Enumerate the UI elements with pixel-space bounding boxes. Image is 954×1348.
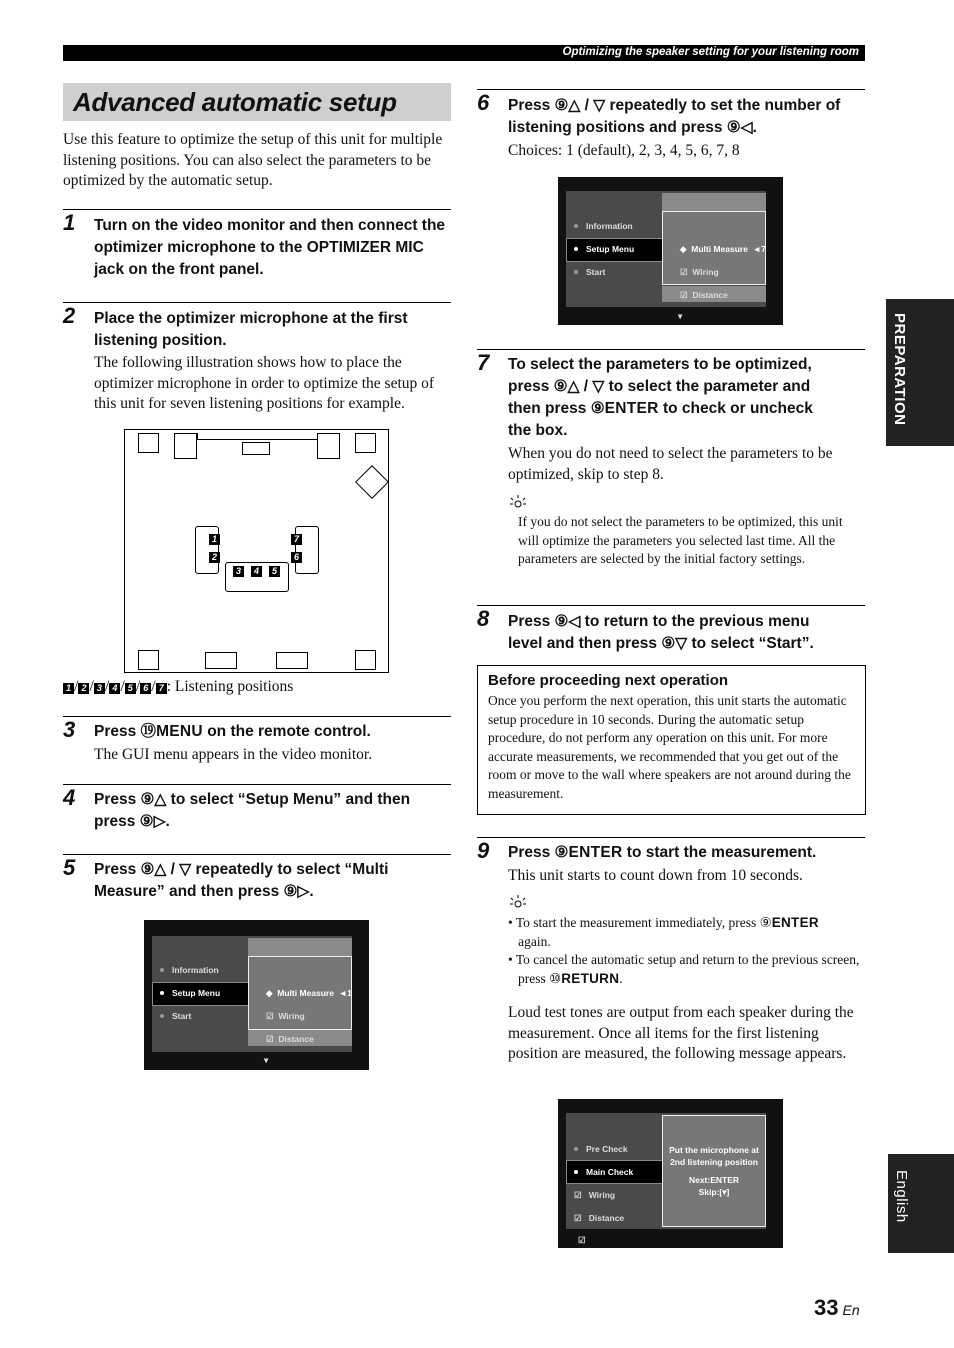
step-7-line-2: press ⑨△ / ▽ to select the parameter and (508, 378, 811, 395)
step-2-rule (63, 302, 451, 303)
step-1-rule (63, 209, 451, 210)
step-2-number: 2 (63, 303, 76, 328)
osd-panel-header (248, 938, 352, 956)
before-proceeding-title: Before proceeding next operation (488, 672, 729, 689)
osd-c-item-wiring: ☑ Wiring (574, 1190, 616, 1200)
tab-english (888, 1154, 954, 1253)
step-9-number: 9 (477, 838, 490, 863)
step-1-heading: Turn on the video monitor and then connect the optimizer microphone to the OPTIMIZER MIC jack on the front panel. (94, 217, 446, 278)
surround-back-right-speaker-icon (276, 652, 308, 669)
front-speaker-icon-right (317, 433, 340, 459)
step-5-line-2: Measure” and then press ⑨▷. (94, 883, 314, 900)
gui-screen-next-position (558, 1099, 783, 1248)
gui-screen-frame (152, 936, 352, 1052)
intro-paragraph: Use this feature to optimize the setup of this unit for multiple listening positions. You can also select the parameters to be optimized by the automatic setup. (63, 131, 443, 189)
osd-item-information: Information (160, 965, 219, 975)
running-header (63, 45, 865, 61)
step-5-number: 5 (63, 855, 76, 880)
osd-b-scroll-down-icon: ▾ (678, 311, 683, 321)
step-8-rule (477, 605, 865, 606)
step-8-heading (508, 611, 865, 655)
position-6-marker: 6 (291, 552, 302, 563)
step-7-number: 7 (477, 350, 490, 375)
step-3-key-number: ⑲ (140, 723, 157, 740)
surround-back-left-speaker-icon (205, 652, 237, 669)
step-3-heading (94, 721, 449, 743)
step-4-number: 4 (63, 785, 76, 810)
step-1-number: 1 (63, 210, 76, 235)
step-7-heading (508, 354, 865, 442)
front-speaker-icon (174, 433, 197, 459)
running-header-title: Optimizing the speaker setting for your listening room (562, 46, 859, 58)
osd-c-item-main-check: Main Check (574, 1167, 633, 1177)
return-key: RETURN (561, 970, 620, 986)
tab-preparation-label: PREPARATION (891, 313, 908, 426)
step-9-tip-2: • To cancel the automatic setup and return to the previous screen, press ⑩RETURN. (508, 952, 860, 986)
step-4-line-2: press ⑨▷. (94, 813, 170, 830)
step-3-body: The GUI menu appears in the video monitor. (94, 746, 373, 763)
osd-c-skip: Skip:[▾] (698, 1187, 730, 1197)
osd-item-wiring: ☑ Wiring (266, 1011, 305, 1021)
step-7-line-3: then press ⑨ENTER to check or uncheck (508, 400, 813, 417)
gui-screen-frame-c (566, 1113, 766, 1229)
step-8-number: 8 (477, 606, 490, 631)
step-9-after-text: Loud test tones are output from each speaker during the measurement. Once all items for the first listening position are measured, the following message appears. (508, 1004, 854, 1062)
step-3-rest: on the remote control. (207, 723, 371, 740)
legend-text: : Listening positions (166, 678, 294, 695)
step-6-body: Choices: 1 (default), 2, 3, 4, 5, 6, 7, 8 (508, 142, 740, 159)
osd-b-item-information: Information (574, 221, 633, 231)
scroll-down-icon: ▾ (264, 1055, 269, 1065)
osd-item-setup-menu: Setup Menu (160, 988, 220, 998)
step-3-press: Press (94, 723, 137, 740)
before-proceeding-text: Once you perform the next operation, this unit starts the automatic setup procedure in 10 seconds. During the automatic setup procedure, do not perform any operation on this unit. For more accurate measurements, we recommended that you get out of the room or move to the wall where speakers are not around during the measurement. (488, 693, 851, 801)
page-number-value: 33 (814, 1295, 839, 1320)
surround-right-speaker-icon (355, 650, 376, 670)
position-1-marker: 1 (209, 534, 220, 545)
step-3-number: 3 (63, 717, 76, 742)
step-9-tip-1: • To start the measurement immediately, press ⑨ENTER again. (508, 915, 819, 949)
osd-b-item-multi-measure: ◆ Multi Measure ◄7 (680, 244, 766, 254)
legend-4: 4 (109, 683, 120, 694)
osd-c-message-line-1: Put the microphone at (669, 1145, 759, 1155)
position-5-marker: 5 (269, 566, 280, 577)
step-9-heading: Press ⑨ENTER to start the measurement. (508, 844, 817, 861)
screen-icon (197, 433, 319, 440)
gui-screen-frame-b (566, 191, 766, 307)
step-8-line-1: Press ⑨◁ to return to the previous menu (508, 613, 810, 630)
tip-lightbulb-icon (508, 493, 528, 513)
position-4-marker: 4 (251, 566, 262, 577)
position-7-marker: 7 (291, 534, 302, 545)
step-7-line-4: the box. (508, 422, 568, 439)
osd-c-message-line-2: 2nd listening position (670, 1157, 758, 1167)
osd-c-item-pre-check: Pre Check (574, 1144, 628, 1154)
listening-room-illustration (124, 429, 389, 673)
position-2-marker: 2 (209, 552, 220, 563)
osd-c-next-enter: Next:ENTER (688, 1175, 740, 1185)
gui-screen-multi-measure-1 (144, 920, 369, 1070)
step-4-line-1: Press ⑨△ to select “Setup Menu” and then (94, 791, 411, 808)
step-9-body: This unit starts to count down from 10 seconds. (508, 867, 803, 884)
step-5-line-1: Press ⑨△ / ▽ repeatedly to select “Multi (94, 861, 389, 878)
step-4-rule (63, 784, 451, 785)
section-title-box (63, 83, 451, 121)
step-4-heading (94, 789, 449, 833)
osd-item-distance: ☑ Distance (266, 1034, 314, 1044)
osd-b-item-start: Start (574, 267, 605, 277)
enter-key-tip: ENTER (771, 915, 819, 930)
step-8-line-2: level and then press ⑨▽ to select “Start”. (508, 635, 814, 652)
listening-positions-legend: 1 / 2 / 3 / 4 / 5 / 6 / 7 : Listening positions (63, 677, 293, 697)
tip-lightbulb-icon-2 (508, 893, 528, 913)
step-6-line-1: Press ⑨△ / ▽ repeatedly to set the number of (508, 97, 841, 114)
page-language: En (842, 1302, 860, 1318)
osd-c-item-distance: ☑ Distance (574, 1213, 625, 1223)
step-7-tip: If you do not select the parameters to be optimized, this unit will optimize the parameters you selected last time. All the parameters are selected by the initial factory settings. (518, 514, 843, 566)
step-5-heading (94, 859, 449, 903)
enter-key-step-9: ENTER (568, 844, 623, 861)
step-5-rule (63, 854, 451, 855)
step-6-rule (477, 89, 865, 90)
legend-3: 3 (94, 683, 105, 694)
front-left-speaker-icon (138, 433, 159, 453)
osd-c-checkbox-icon: ☑ (578, 1235, 586, 1245)
gui-screen-multi-measure-7 (558, 177, 783, 325)
osd-b-item-distance: ☑ Distance (680, 290, 728, 300)
step-7-body: When you do not need to select the parameters to be optimized, skip to step 8. (508, 445, 833, 483)
osd-b-item-setup-menu: Setup Menu (574, 244, 634, 254)
step-6-line-2: listening positions and press ⑨◁. (508, 119, 757, 136)
microphone-stand-icon (355, 465, 389, 499)
center-speaker-icon (242, 442, 270, 455)
step-6-number: 6 (477, 90, 490, 115)
legend-2: 2 (78, 683, 89, 694)
step-7-rule (477, 349, 865, 350)
step-2-heading: Place the optimizer microphone at the first listening position. (94, 310, 408, 349)
step-9-rule (477, 837, 865, 838)
front-right-speaker-icon (355, 433, 376, 453)
enter-key: ENTER (604, 400, 659, 417)
osd-item-start: Start (160, 1011, 191, 1021)
step-7-line-1: To select the parameters to be optimized, (508, 356, 812, 373)
menu-key: MENU (156, 723, 203, 740)
before-proceeding-box (477, 665, 866, 815)
osd-b-panel-header (662, 193, 766, 211)
page-title: Advanced automatic setup (73, 87, 397, 117)
page-number (814, 1295, 860, 1321)
step-2-body: The following illustration shows how to place the optimizer microphone in order to optimize the setup of this unit for seven listening positions for example. (94, 354, 435, 412)
tab-preparation (886, 299, 954, 446)
osd-c-message (664, 1144, 764, 1198)
legend-5: 5 (125, 683, 136, 694)
legend-6: 6 (140, 683, 151, 694)
tab-english-label: English (893, 1170, 910, 1223)
legend-1: 1 (63, 683, 74, 694)
osd-b-item-wiring: ☑ Wiring (680, 267, 719, 277)
legend-7: 7 (156, 683, 167, 694)
step-3-rule (63, 716, 451, 717)
step-6-heading (508, 95, 865, 139)
surround-left-speaker-icon (138, 650, 159, 670)
position-3-marker: 3 (233, 566, 244, 577)
osd-item-multi-measure: ◆ Multi Measure ◄1 (266, 988, 352, 998)
